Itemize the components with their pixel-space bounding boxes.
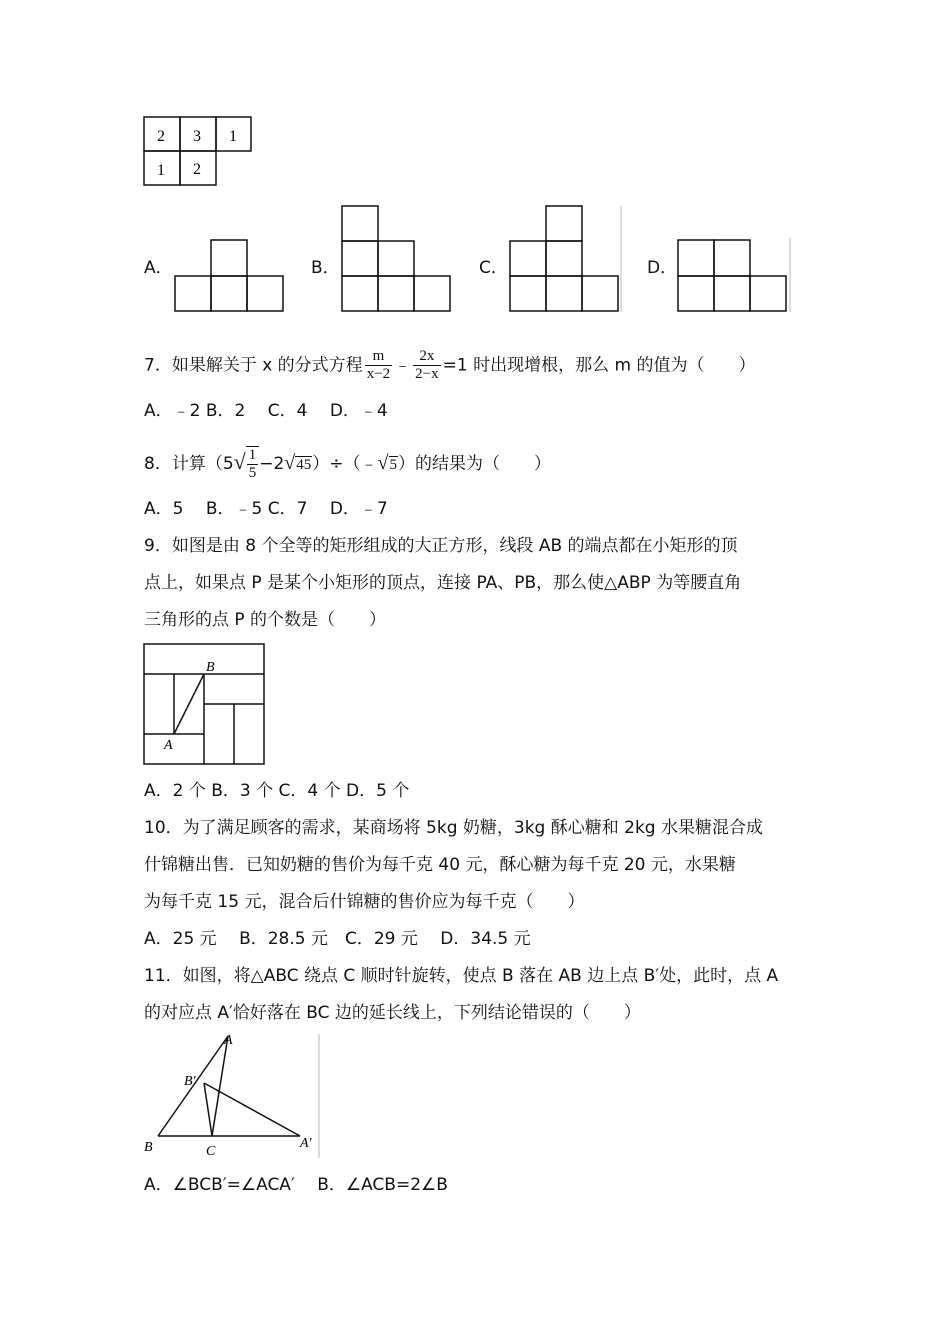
q8-sqrt3: 5 xyxy=(389,457,397,473)
sqrt-icon: √ xyxy=(377,452,389,474)
q11-label-c: C xyxy=(206,1144,216,1159)
cube-net-figure xyxy=(143,116,253,188)
q6-option-d-figure xyxy=(676,238,794,314)
q10-line-3: 为每千克 15 元，混合后什锦糖的售价应为每千克（ ） xyxy=(144,892,585,912)
q6-option-a-figure xyxy=(172,238,286,314)
q8-mid: −2 xyxy=(259,454,285,474)
q7-frac2-den: 2−x xyxy=(415,366,439,382)
q8-op: ）÷（﹣ xyxy=(312,454,378,474)
q9-rectangle-figure xyxy=(142,642,266,766)
q11-label-a-prime: A′ xyxy=(300,1136,312,1151)
sqrt-icon: √ xyxy=(233,449,246,474)
q8-sqrt1-fraction xyxy=(246,446,260,482)
q8-options: A．5 B．﹣5 C．7 D．﹣7 xyxy=(144,499,388,519)
q7-question xyxy=(144,348,755,383)
q8-sqrt2: 45 xyxy=(296,457,312,473)
q6-option-d-label: D． xyxy=(647,258,678,278)
q6-option-b-figure xyxy=(340,204,454,314)
net-cell-5: 2 xyxy=(193,161,201,178)
q7-frac1-den: x−2 xyxy=(366,366,391,382)
q9-line-3: 三角形的点 P 的个数是（ ） xyxy=(144,610,387,630)
q7-frac2-num: 2x xyxy=(413,348,440,366)
net-cell-3: 1 xyxy=(229,128,237,145)
q6-option-a-label: A． xyxy=(144,258,173,278)
q7-frac1-num: m xyxy=(365,348,392,366)
q6-option-c-figure xyxy=(508,204,622,314)
net-cell-4: 1 xyxy=(157,162,165,179)
q8-sqrt1-num: 1 xyxy=(248,447,257,463)
q9-line-1: 9．如图是由 8 个全等的矩形组成的大正方形，线段 AB 的端点都在小矩形的顶 xyxy=(144,536,738,556)
q7-prefix: 7．如果解关于 x 的分式方程 xyxy=(144,355,363,376)
q9-label-b: B xyxy=(206,660,215,675)
q7-minus: ﹣ xyxy=(394,355,412,376)
net-cell-1: 2 xyxy=(157,128,165,145)
q11-label-a: A xyxy=(224,1033,233,1048)
q8-suffix: ）的结果为（ ） xyxy=(398,454,551,474)
q9-line-2: 点上，如果点 P 是某个小矩形的顶点，连接 PA、PB，那么使△ABP 为等腰直角 xyxy=(144,573,742,593)
q7-fraction-2 xyxy=(413,348,440,383)
q10-line-1: 10．为了满足顾客的需求，某商场将 5kg 奶糖，3kg 酥心糖和 2kg 水果糖混合成 xyxy=(144,818,764,838)
q8-sqrt1-den: 5 xyxy=(248,465,257,481)
sqrt-icon: √ xyxy=(284,452,296,474)
q10-options: A．25 元 B．28.5 元 C．29 元 D．34.5 元 xyxy=(144,929,531,949)
q7-fraction-1 xyxy=(365,348,392,383)
q11-line-1: 11．如图，将△ABC 绕点 C 顺时针旋转，使点 B 落在 AB 边上点 B′处，此时，点 A xyxy=(144,966,779,986)
net-cell-2: 3 xyxy=(193,128,201,145)
q11-line-2: 的对应点 A′恰好落在 BC 边的延长线上，下列结论错误的（ ） xyxy=(144,1003,641,1023)
q11-options: A．∠BCB′=∠ACA′ B．∠ACB=2∠B xyxy=(144,1175,448,1195)
q9-options: A．2 个 B．3 个 C．4 个 D．5 个 xyxy=(144,781,410,801)
q6-option-b-label: B． xyxy=(311,258,340,278)
q7-suffix: =1 时出现增根，那么 m 的值为（ ） xyxy=(442,355,756,376)
q8-question xyxy=(144,446,551,482)
q7-options: A．﹣2 B．2 C．4 D．﹣4 xyxy=(144,401,388,421)
q6-option-c-label: C． xyxy=(479,258,508,278)
q11-triangle-figure xyxy=(140,1030,325,1160)
q11-label-b-prime: B′ xyxy=(184,1074,196,1089)
q9-label-a: A xyxy=(164,738,173,753)
q11-label-b: B xyxy=(144,1140,153,1155)
q10-line-2: 什锦糖出售．已知奶糖的售价为每千克 40 元，酥心糖为每千克 20 元，水果糖 xyxy=(144,855,736,875)
q8-prefix: 8．计算（5 xyxy=(144,454,234,474)
